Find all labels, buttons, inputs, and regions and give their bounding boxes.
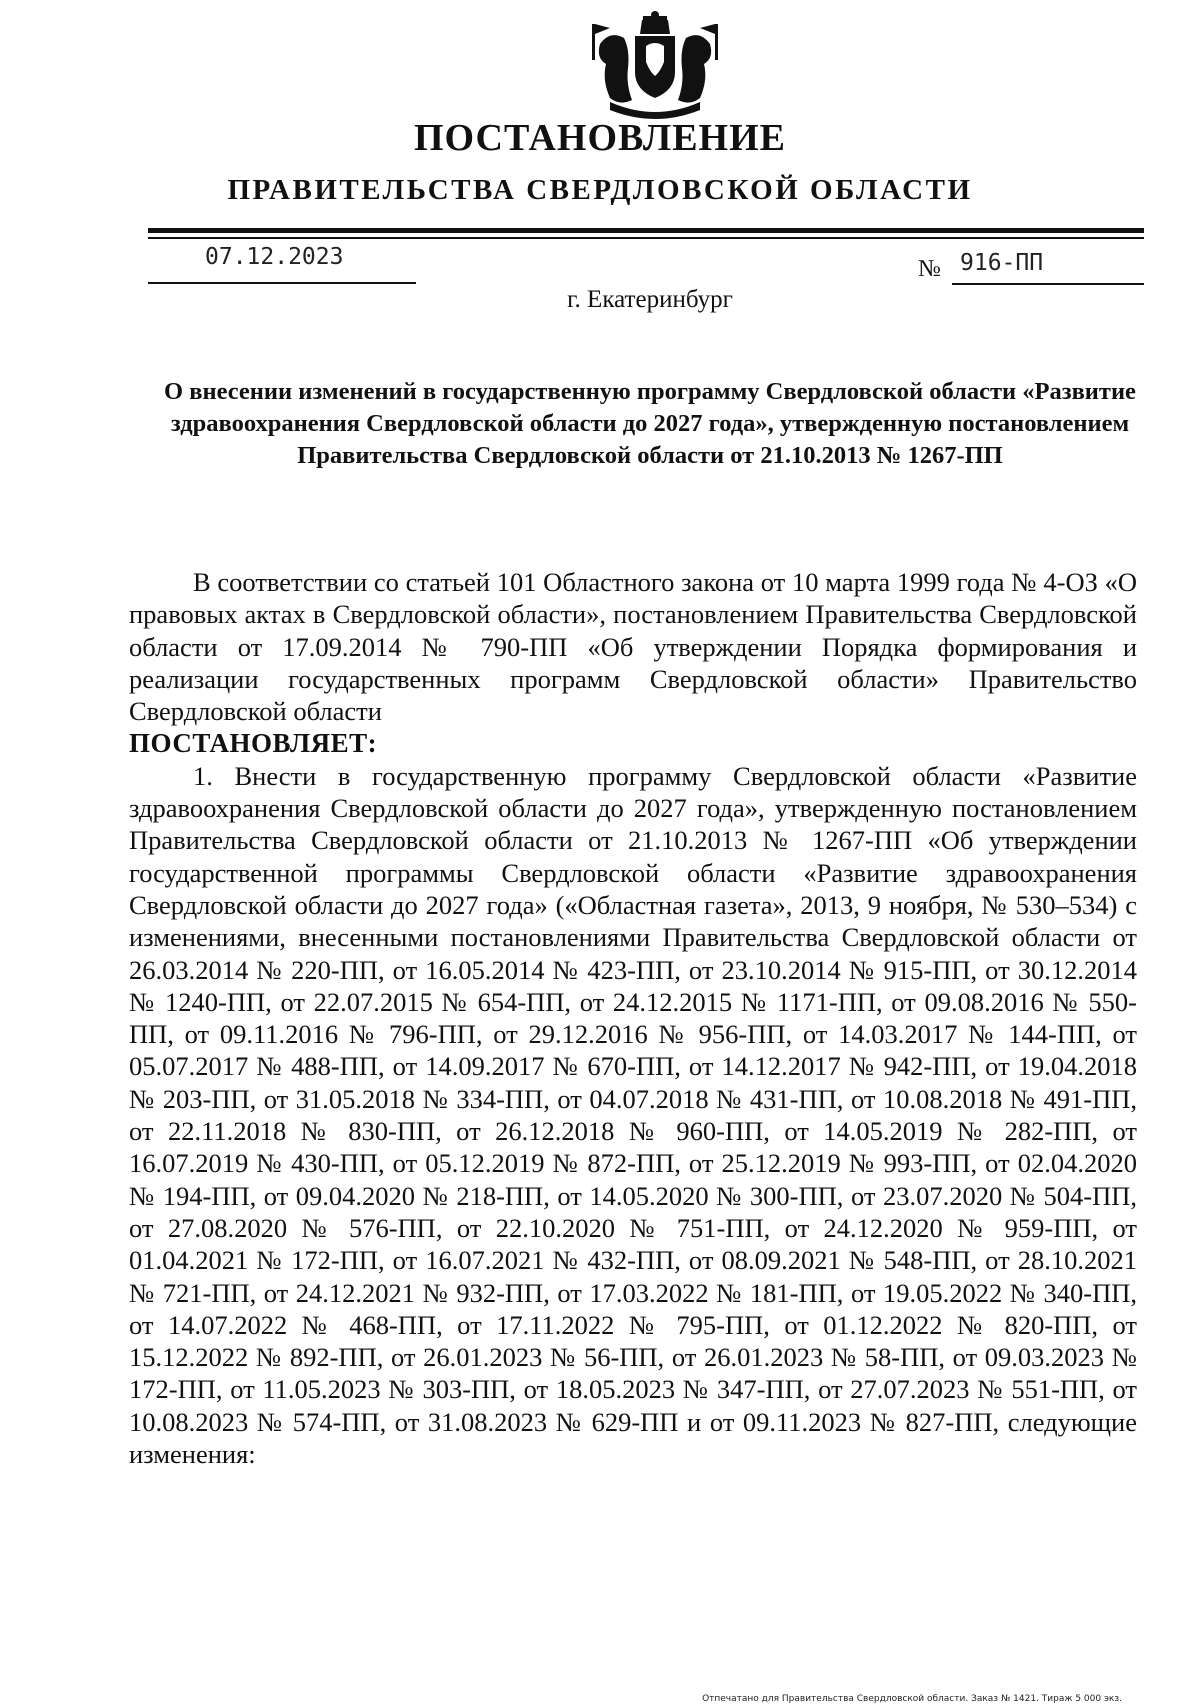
document-number: 916-ПП <box>960 250 1044 276</box>
decree-word: ПОСТАНОВЛЯЕТ: <box>129 728 378 759</box>
item-1-paragraph: 1. Внести в государственную программу Свердловской области «Развитие здравоохранения Свердловской области до 2027 года», утвержденную постановлением Правительства Свердловской области от 21.10.2013 № 1267-ПП «Об утверждении государственной программы Свердловской области «Развитие здравоохранения Свердловской области до 2027 года» («Областная газета», 2013, 9 ноября, № 530–534) с изменениями, внесенными постановлениями Правительства Свердловской области от 26.03.2014 № 220-ПП, от 16.05.2014 № 423-ПП, от 23.10.2014 № 915-ПП, от 30.12.2014 № 1240-ПП, от 22.07.2015 № 654-ПП, от 24.12.2015 № 1171-ПП, от 09.08.2016 № 550-ПП, от 09.11.2016 № 796-ПП, от 29.12.2016 № 956-ПП, от 14.03.2017 № 144-ПП, от 05.07.2017 № 488-ПП, от 14.09.2017 № 670-ПП, от 14.12.2017 № 942-ПП, от 19.04.2018 № 203-ПП, от 31.05.2018 № 334-ПП, от 04.07.2018 № 431-ПП, от 10.08.2018 № 491-ПП, от 22.11.2018 № 830-ПП, от 26.12.2018 № 960-ПП, от 14.05.2019 № 282-ПП, от 16.07.2019 № 430-ПП, от 05.12.2019 № 872-ПП, от 25.12.2019 № 993-ПП, от 02.04.2020 № 194-ПП, от 09.04.2020 № 218-ПП, от 14.05.2020 № 300-ПП, от 23.07.2020 № 504-ПП, от 27.08.2020 № 576-ПП, от 22.10.2020 № 751-ПП, от 24.12.2020 № 959-ПП, от 01.04.2021 № 172-ПП, от 16.07.2021 № 432-ПП, от 08.09.2021 № 548-ПП, от 28.10.2021 № 721-ПП, от 24.12.2021 № 932-ПП, от 17.03.2022 № 181-ПП, от 19.05.2022 № 340-ПП, от 14.07.2022 № 468-ПП, от 17.11.2022 № 795-ПП, от 01.12.2022 № 820-ПП, от 15.12.2022 № 892-ПП, от 26.01.2023 № 56-ПП, от 26.01.2023 № 58-ПП, от 09.03.2023 № 172-ПП, от 11.05.2023 № 303-ПП, от 18.05.2023 № 347-ПП, от 27.07.2023 № 551-ПП, от 10.08.2023 № 574-ПП, от 31.08.2023 № 629-ПП и от 09.11.2023 № 827-ПП, следующие изменения: <box>129 760 1137 1470</box>
document-date: 07.12.2023 <box>205 244 344 270</box>
issuing-authority: ПРАВИТЕЛЬСТВА СВЕРДЛОВСКОЙ ОБЛАСТИ <box>227 174 973 206</box>
header-divider-thin <box>148 237 1144 239</box>
document-body <box>129 566 1137 1470</box>
number-underline <box>952 283 1144 285</box>
issue-city: г. Екатеринбург <box>567 286 733 313</box>
document-type-title: ПОСТАНОВЛЕНИЕ <box>413 117 787 159</box>
preamble-paragraph: В соответствии со статьей 101 Областного закона от 10 марта 1999 года № 4-ОЗ «О правовых актах в Свердловской области», постановлением Правительства Свердловской области от 17.09.2014 № 790-ПП «Об утверждении Порядка формирования и реализации государственных программ Свердловской области» Правительство Свердловской области <box>129 567 1137 727</box>
document-heading: О внесении изменений в государственную программу Свердловской области «Развитие здравоохранения Свердловской области до 2027 года», утвержденную постановлением Правительства Свердловской области от 21.10.2013 № 1267-ПП <box>164 378 1136 469</box>
sverdlovsk-oblast-coat-of-arms-icon <box>580 10 730 122</box>
print-note: Отпечатано для Правительства Свердловской области. Заказ № 1421. Тираж 5 000 экз. <box>702 1694 1122 1704</box>
date-underline <box>148 282 416 284</box>
header-divider-thick <box>148 228 1144 233</box>
number-sign: № <box>918 256 941 282</box>
